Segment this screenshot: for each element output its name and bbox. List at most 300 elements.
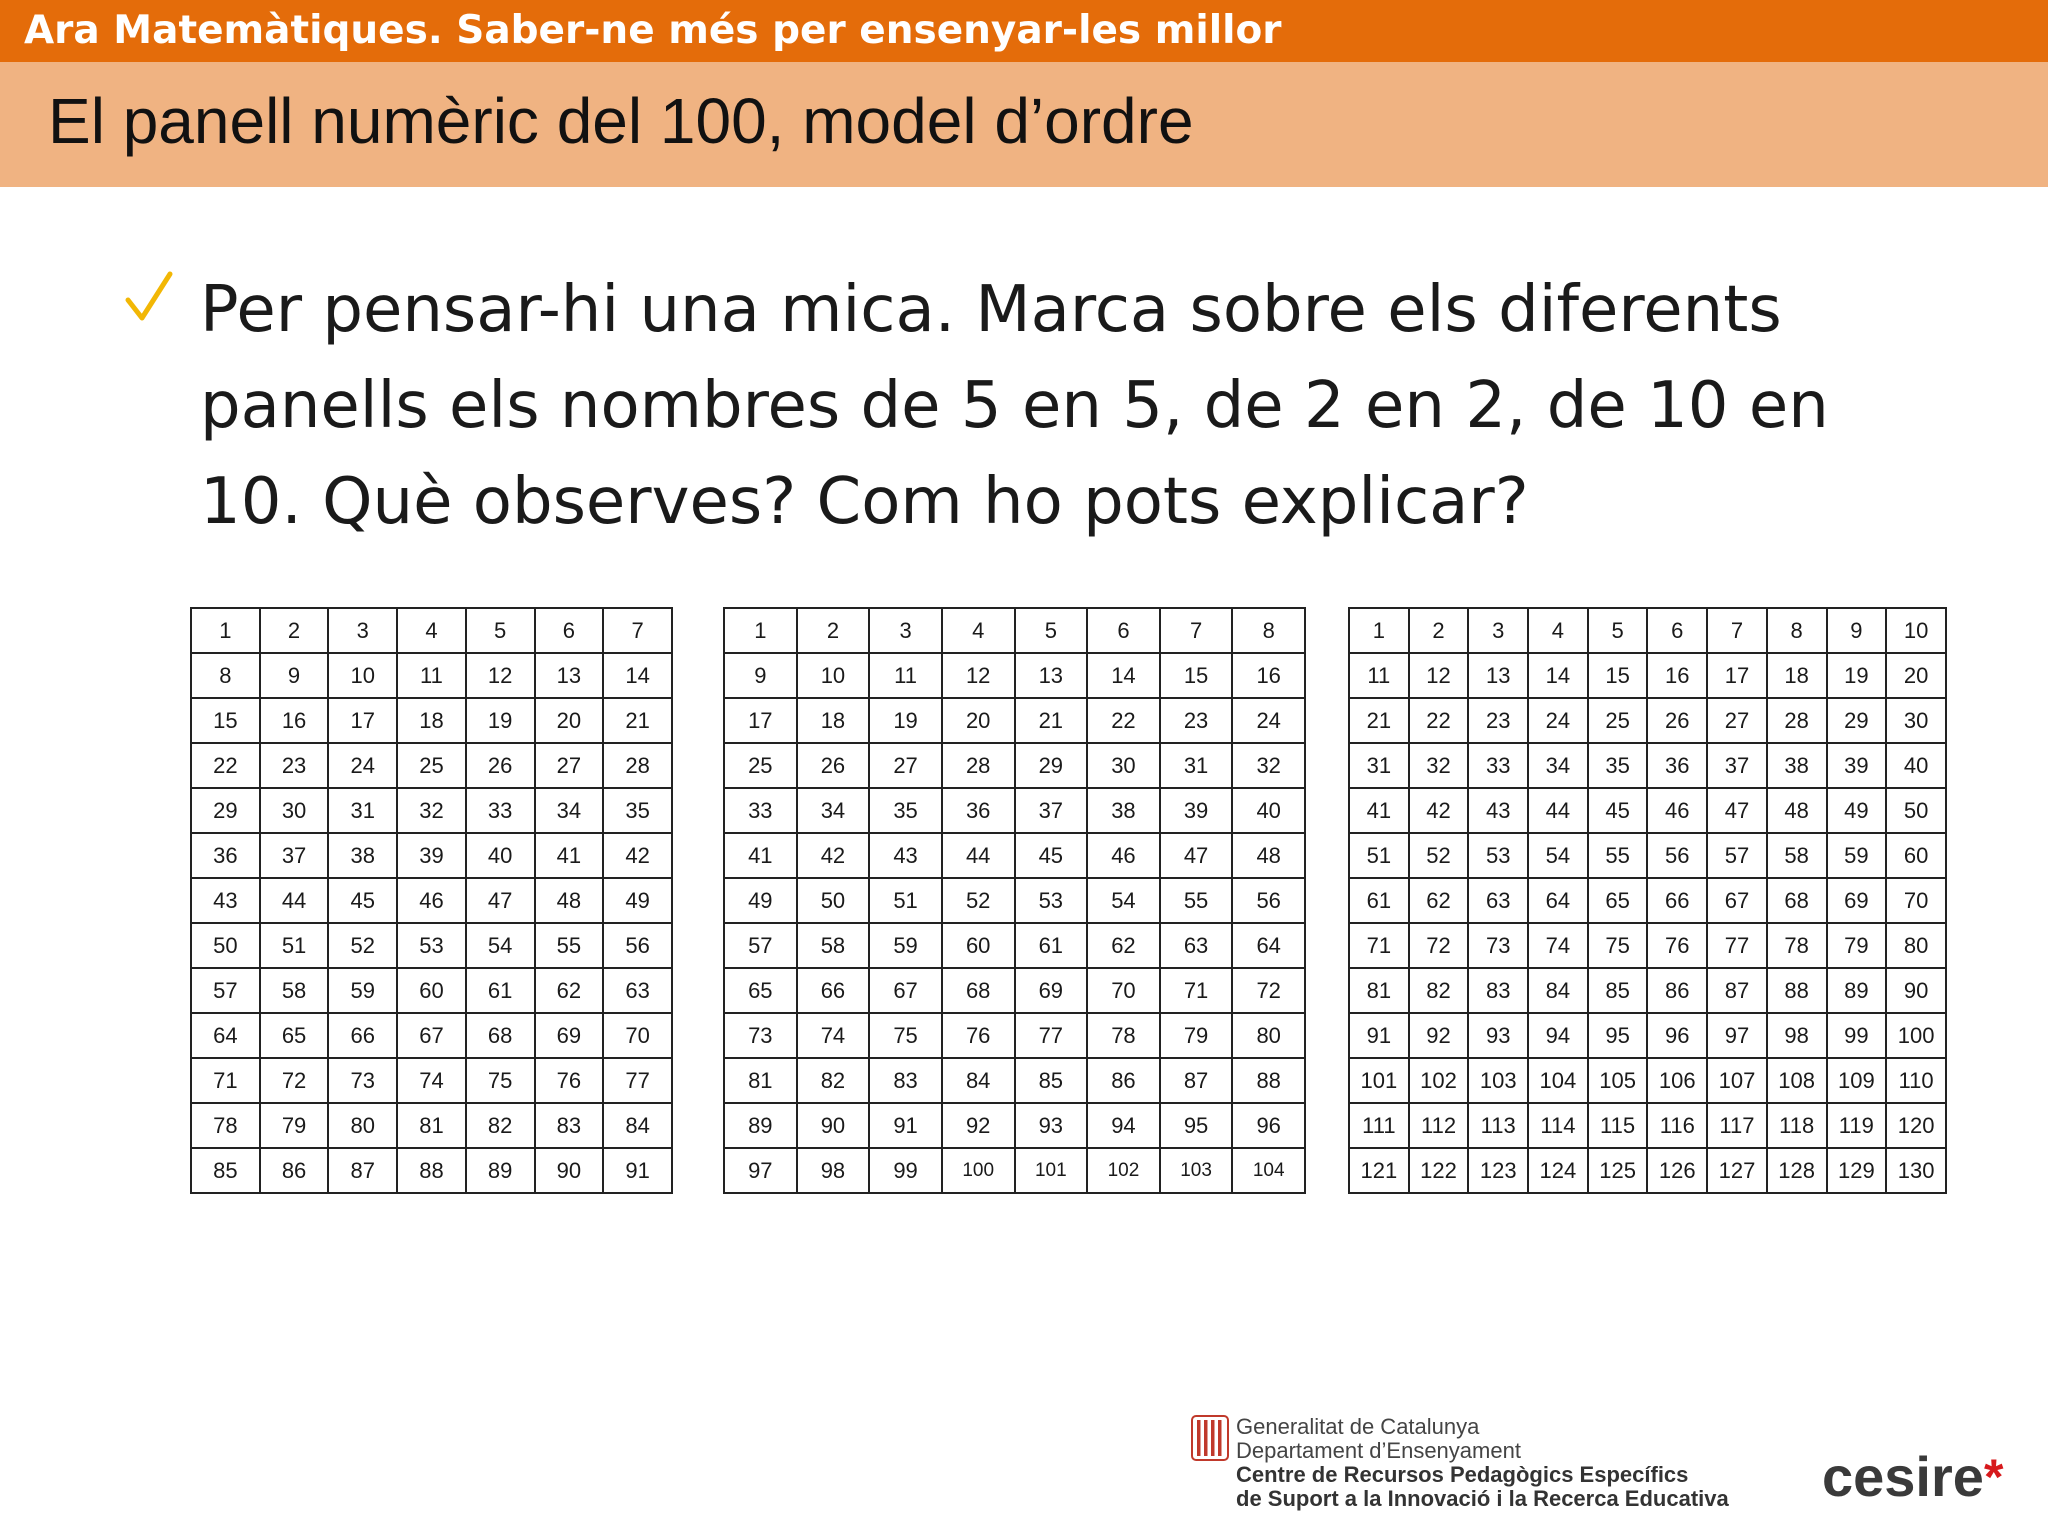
panel-cell: 43 bbox=[191, 878, 260, 923]
panel-cell: 91 bbox=[869, 1103, 942, 1148]
panel-cell: 88 bbox=[397, 1148, 466, 1193]
panel-cell: 52 bbox=[1409, 833, 1469, 878]
panel-row bbox=[724, 788, 1305, 833]
panel-cell: 121 bbox=[1349, 1148, 1409, 1193]
panel-cell: 66 bbox=[1647, 878, 1707, 923]
panel-cell: 3 bbox=[328, 608, 397, 653]
panel-cell: 124 bbox=[1528, 1148, 1588, 1193]
panel-cell: 11 bbox=[397, 653, 466, 698]
panel-cell: 31 bbox=[1349, 743, 1409, 788]
panel-cell: 20 bbox=[1886, 653, 1946, 698]
panel-cell: 17 bbox=[724, 698, 797, 743]
panel-cell: 61 bbox=[1015, 923, 1088, 968]
panel-cell: 15 bbox=[1588, 653, 1648, 698]
panel-cell: 63 bbox=[603, 968, 672, 1013]
panel-cell: 69 bbox=[1015, 968, 1088, 1013]
panel-row bbox=[1349, 788, 1946, 833]
panel-cell: 72 bbox=[1409, 923, 1469, 968]
panel-cell: 6 bbox=[535, 608, 604, 653]
panel-cell: 49 bbox=[1827, 788, 1887, 833]
panel-cell: 5 bbox=[1015, 608, 1088, 653]
panel-cell: 16 bbox=[1232, 653, 1305, 698]
panel-cell: 62 bbox=[1409, 878, 1469, 923]
panel-cell: 8 bbox=[191, 653, 260, 698]
panel-cell: 24 bbox=[1528, 698, 1588, 743]
panel-cell: 32 bbox=[397, 788, 466, 833]
course-header: Ara Matemàtiques. Saber-ne més per ensenyar-les millor bbox=[0, 0, 2048, 62]
panel-cell: 4 bbox=[1528, 608, 1588, 653]
panel-row bbox=[724, 923, 1305, 968]
panel-cell: 50 bbox=[191, 923, 260, 968]
panel-cell: 23 bbox=[1468, 698, 1528, 743]
panel-cell: 38 bbox=[1087, 788, 1160, 833]
panel-row bbox=[191, 653, 672, 698]
panel-cell: 74 bbox=[1528, 923, 1588, 968]
panel-cell: 47 bbox=[466, 878, 535, 923]
panel-cell: 73 bbox=[1468, 923, 1528, 968]
panel-cell: 26 bbox=[797, 743, 870, 788]
panel-cell: 100 bbox=[1886, 1013, 1946, 1058]
panel-cell: 85 bbox=[1588, 968, 1648, 1013]
panel-cell: 35 bbox=[1588, 743, 1648, 788]
panel-cell: 1 bbox=[191, 608, 260, 653]
panel-cell: 21 bbox=[1349, 698, 1409, 743]
panel-cell: 100 bbox=[942, 1148, 1015, 1193]
panel-cell: 7 bbox=[1707, 608, 1767, 653]
panel-cell: 68 bbox=[1767, 878, 1827, 923]
panel-cell: 61 bbox=[1349, 878, 1409, 923]
panel-cell: 59 bbox=[328, 968, 397, 1013]
panel-cell: 27 bbox=[1707, 698, 1767, 743]
panel-cell: 110 bbox=[1886, 1058, 1946, 1103]
panel-cell: 41 bbox=[535, 833, 604, 878]
panel-cell: 39 bbox=[1160, 788, 1233, 833]
panel-cell: 62 bbox=[535, 968, 604, 1013]
panel-cell: 10 bbox=[797, 653, 870, 698]
panel-cell: 129 bbox=[1827, 1148, 1887, 1193]
panel-cell: 77 bbox=[603, 1058, 672, 1103]
panel-cell: 75 bbox=[1588, 923, 1648, 968]
panel-row bbox=[1349, 1013, 1946, 1058]
panel-cell: 15 bbox=[1160, 653, 1233, 698]
panel-cell: 27 bbox=[535, 743, 604, 788]
panel-row bbox=[1349, 698, 1946, 743]
panel-cell: 55 bbox=[535, 923, 604, 968]
panel-cell: 19 bbox=[1827, 653, 1887, 698]
checkmark-icon bbox=[124, 268, 174, 328]
panel-cell: 23 bbox=[1160, 698, 1233, 743]
panel-row bbox=[191, 1103, 672, 1148]
panel-cell: 32 bbox=[1232, 743, 1305, 788]
panel-cell: 9 bbox=[1827, 608, 1887, 653]
panel-cell: 127 bbox=[1707, 1148, 1767, 1193]
number-panel-10-columns bbox=[1348, 607, 1947, 1194]
panel-cell: 117 bbox=[1707, 1103, 1767, 1148]
panel-cell: 18 bbox=[397, 698, 466, 743]
panel-cell: 89 bbox=[466, 1148, 535, 1193]
panel-cell: 3 bbox=[869, 608, 942, 653]
panel-cell: 116 bbox=[1647, 1103, 1707, 1148]
question-line: 10. Què observes? Com ho pots explicar? bbox=[200, 465, 1529, 539]
number-panel-8-columns bbox=[723, 607, 1306, 1194]
panel-row bbox=[1349, 1058, 1946, 1103]
panel-cell: 78 bbox=[1767, 923, 1827, 968]
cesire-star: * bbox=[1983, 1449, 2004, 1505]
panel-cell: 20 bbox=[535, 698, 604, 743]
panel-cell: 88 bbox=[1767, 968, 1827, 1013]
panel-cell: 83 bbox=[535, 1103, 604, 1148]
panel-cell: 102 bbox=[1409, 1058, 1469, 1103]
slide-title: El panell numèric del 100, model d’ordre bbox=[0, 62, 2048, 187]
panel-cell: 119 bbox=[1827, 1103, 1887, 1148]
panel-cell: 57 bbox=[1707, 833, 1767, 878]
panel-cell: 10 bbox=[328, 653, 397, 698]
panel-cell: 104 bbox=[1528, 1058, 1588, 1103]
panel-cell: 92 bbox=[942, 1103, 1015, 1148]
panel-cell: 73 bbox=[328, 1058, 397, 1103]
panel-cell: 120 bbox=[1886, 1103, 1946, 1148]
panel-cell: 64 bbox=[191, 1013, 260, 1058]
panel-cell: 118 bbox=[1767, 1103, 1827, 1148]
panel-cell: 46 bbox=[1087, 833, 1160, 878]
panel-cell: 30 bbox=[260, 788, 329, 833]
panel-cell: 1 bbox=[724, 608, 797, 653]
panel-cell: 93 bbox=[1015, 1103, 1088, 1148]
panel-cell: 58 bbox=[797, 923, 870, 968]
panel-cell: 102 bbox=[1087, 1148, 1160, 1193]
panel-cell: 49 bbox=[603, 878, 672, 923]
panel-row bbox=[724, 698, 1305, 743]
panel-cell: 86 bbox=[1087, 1058, 1160, 1103]
panel-cell: 94 bbox=[1528, 1013, 1588, 1058]
panel-row bbox=[1349, 878, 1946, 923]
panel-cell: 123 bbox=[1468, 1148, 1528, 1193]
panel-cell: 95 bbox=[1160, 1103, 1233, 1148]
panel-row bbox=[191, 833, 672, 878]
panel-cell: 65 bbox=[1588, 878, 1648, 923]
panel-cell: 101 bbox=[1015, 1148, 1088, 1193]
panel-cell: 71 bbox=[1160, 968, 1233, 1013]
panel-row bbox=[724, 1148, 1305, 1193]
panel-cell: 48 bbox=[535, 878, 604, 923]
panel-cell: 45 bbox=[1015, 833, 1088, 878]
panel-cell: 17 bbox=[328, 698, 397, 743]
panel-cell: 38 bbox=[1767, 743, 1827, 788]
panel-cell: 33 bbox=[466, 788, 535, 833]
panel-cell: 113 bbox=[1468, 1103, 1528, 1148]
panel-cell: 66 bbox=[797, 968, 870, 1013]
panel-cell: 114 bbox=[1528, 1103, 1588, 1148]
panel-cell: 66 bbox=[328, 1013, 397, 1058]
panel-cell: 5 bbox=[466, 608, 535, 653]
panel-row bbox=[191, 968, 672, 1013]
panel-row bbox=[724, 1058, 1305, 1103]
panel-cell: 19 bbox=[466, 698, 535, 743]
panel-cell: 16 bbox=[260, 698, 329, 743]
panel-cell: 73 bbox=[724, 1013, 797, 1058]
cesire-wordmark: cesire bbox=[1822, 1445, 1984, 1508]
panel-cell: 7 bbox=[1160, 608, 1233, 653]
panel-cell: 81 bbox=[397, 1103, 466, 1148]
panel-cell: 10 bbox=[1886, 608, 1946, 653]
panel-cell: 48 bbox=[1232, 833, 1305, 878]
panel-cell: 37 bbox=[1015, 788, 1088, 833]
panel-cell: 105 bbox=[1588, 1058, 1648, 1103]
panel-cell: 56 bbox=[603, 923, 672, 968]
panel-cell: 18 bbox=[1767, 653, 1827, 698]
panel-cell: 22 bbox=[1409, 698, 1469, 743]
panel-cell: 77 bbox=[1707, 923, 1767, 968]
panel-cell: 28 bbox=[942, 743, 1015, 788]
panel-row bbox=[1349, 968, 1946, 1013]
panel-cell: 34 bbox=[535, 788, 604, 833]
panel-cell: 53 bbox=[1015, 878, 1088, 923]
panel-cell: 107 bbox=[1707, 1058, 1767, 1103]
panel-cell: 29 bbox=[1015, 743, 1088, 788]
panel-cell: 109 bbox=[1827, 1058, 1887, 1103]
panel-cell: 67 bbox=[869, 968, 942, 1013]
panel-cell: 128 bbox=[1767, 1148, 1827, 1193]
panel-cell: 69 bbox=[1827, 878, 1887, 923]
panel-cell: 81 bbox=[724, 1058, 797, 1103]
panel-cell: 2 bbox=[260, 608, 329, 653]
panel-cell: 8 bbox=[1767, 608, 1827, 653]
panel-cell: 87 bbox=[328, 1148, 397, 1193]
panel-cell: 104 bbox=[1232, 1148, 1305, 1193]
panel-cell: 77 bbox=[1015, 1013, 1088, 1058]
panel-cell: 97 bbox=[1707, 1013, 1767, 1058]
panel-cell: 89 bbox=[724, 1103, 797, 1148]
panel-row bbox=[1349, 653, 1946, 698]
panel-cell: 71 bbox=[191, 1058, 260, 1103]
panel-cell: 86 bbox=[260, 1148, 329, 1193]
panel-cell: 79 bbox=[1827, 923, 1887, 968]
panel-cell: 56 bbox=[1232, 878, 1305, 923]
panel-cell: 103 bbox=[1160, 1148, 1233, 1193]
panel-cell: 6 bbox=[1087, 608, 1160, 653]
panel-cell: 78 bbox=[1087, 1013, 1160, 1058]
panel-cell: 14 bbox=[1528, 653, 1588, 698]
panel-cell: 25 bbox=[1588, 698, 1648, 743]
panel-cell: 56 bbox=[1647, 833, 1707, 878]
panel-cell: 79 bbox=[1160, 1013, 1233, 1058]
panel-cell: 9 bbox=[260, 653, 329, 698]
panel-cell: 14 bbox=[603, 653, 672, 698]
panel-cell: 14 bbox=[1087, 653, 1160, 698]
panel-cell: 61 bbox=[466, 968, 535, 1013]
panel-cell: 37 bbox=[260, 833, 329, 878]
cesire-logo bbox=[1822, 1447, 2003, 1507]
panel-cell: 85 bbox=[1015, 1058, 1088, 1103]
panel-cell: 78 bbox=[191, 1103, 260, 1148]
panel-cell: 58 bbox=[260, 968, 329, 1013]
panel-cell: 99 bbox=[1827, 1013, 1887, 1058]
panel-cell: 108 bbox=[1767, 1058, 1827, 1103]
panel-cell: 67 bbox=[397, 1013, 466, 1058]
panel-cell: 97 bbox=[724, 1148, 797, 1193]
panel-cell: 106 bbox=[1647, 1058, 1707, 1103]
panel-cell: 13 bbox=[1468, 653, 1528, 698]
panel-cell: 26 bbox=[1647, 698, 1707, 743]
panel-cell: 16 bbox=[1647, 653, 1707, 698]
panel-cell: 79 bbox=[260, 1103, 329, 1148]
question-line: Per pensar-hi una mica. Marca sobre els diferents bbox=[200, 273, 1782, 347]
panel-cell: 45 bbox=[328, 878, 397, 923]
institution-line: Departament d’Ensenyament bbox=[1236, 1438, 1521, 1463]
panel-cell: 82 bbox=[466, 1103, 535, 1148]
panel-cell: 53 bbox=[1468, 833, 1528, 878]
panel-cell: 58 bbox=[1767, 833, 1827, 878]
panel-cell: 37 bbox=[1707, 743, 1767, 788]
panel-cell: 62 bbox=[1087, 923, 1160, 968]
panel-cell: 112 bbox=[1409, 1103, 1469, 1148]
institution-line: Centre de Recursos Pedagògics Específics bbox=[1236, 1462, 1689, 1487]
panel-cell: 19 bbox=[869, 698, 942, 743]
panel-cell: 52 bbox=[942, 878, 1015, 923]
panel-cell: 94 bbox=[1087, 1103, 1160, 1148]
panel-cell: 122 bbox=[1409, 1148, 1469, 1193]
panel-cell: 60 bbox=[397, 968, 466, 1013]
panel-cell: 98 bbox=[797, 1148, 870, 1193]
panel-cell: 24 bbox=[1232, 698, 1305, 743]
panel-cell: 12 bbox=[942, 653, 1015, 698]
panel-cell: 68 bbox=[942, 968, 1015, 1013]
panel-cell: 84 bbox=[942, 1058, 1015, 1103]
panel-row bbox=[1349, 743, 1946, 788]
panel-cell: 30 bbox=[1886, 698, 1946, 743]
panel-row bbox=[724, 878, 1305, 923]
panel-cell: 54 bbox=[1528, 833, 1588, 878]
panel-cell: 44 bbox=[260, 878, 329, 923]
panel-cell: 49 bbox=[724, 878, 797, 923]
panel-cell: 8 bbox=[1232, 608, 1305, 653]
panel-cell: 26 bbox=[466, 743, 535, 788]
panel-cell: 57 bbox=[191, 968, 260, 1013]
panel-cell: 111 bbox=[1349, 1103, 1409, 1148]
panel-cell: 48 bbox=[1767, 788, 1827, 833]
panel-cell: 54 bbox=[466, 923, 535, 968]
panel-cell: 70 bbox=[1087, 968, 1160, 1013]
panel-cell: 75 bbox=[466, 1058, 535, 1103]
panel-cell: 22 bbox=[1087, 698, 1160, 743]
panel-cell: 1 bbox=[1349, 608, 1409, 653]
panel-cell: 28 bbox=[1767, 698, 1827, 743]
question-text bbox=[200, 262, 1900, 550]
panel-cell: 95 bbox=[1588, 1013, 1648, 1058]
panel-cell: 31 bbox=[1160, 743, 1233, 788]
panel-cell: 29 bbox=[191, 788, 260, 833]
panel-cell: 34 bbox=[797, 788, 870, 833]
panel-cell: 80 bbox=[1886, 923, 1946, 968]
panel-cell: 30 bbox=[1087, 743, 1160, 788]
panel-cell: 44 bbox=[1528, 788, 1588, 833]
panel-cell: 12 bbox=[466, 653, 535, 698]
panel-cell: 15 bbox=[191, 698, 260, 743]
panel-row bbox=[724, 833, 1305, 878]
panel-cell: 41 bbox=[1349, 788, 1409, 833]
panel-cell: 35 bbox=[869, 788, 942, 833]
panel-cell: 34 bbox=[1528, 743, 1588, 788]
panel-cell: 103 bbox=[1468, 1058, 1528, 1103]
panel-cell: 84 bbox=[1528, 968, 1588, 1013]
panel-row bbox=[724, 608, 1305, 653]
panel-cell: 83 bbox=[1468, 968, 1528, 1013]
panel-cell: 35 bbox=[603, 788, 672, 833]
panel-cell: 50 bbox=[797, 878, 870, 923]
panel-cell: 125 bbox=[1588, 1148, 1648, 1193]
question-line: panells els nombres de 5 en 5, de 2 en 2, de 10 en bbox=[200, 369, 1829, 443]
panel-cell: 46 bbox=[397, 878, 466, 923]
panel-row bbox=[724, 653, 1305, 698]
panel-cell: 33 bbox=[724, 788, 797, 833]
panel-row bbox=[1349, 833, 1946, 878]
panel-cell: 9 bbox=[724, 653, 797, 698]
panel-cell: 68 bbox=[466, 1013, 535, 1058]
panel-cell: 2 bbox=[797, 608, 870, 653]
panel-cell: 93 bbox=[1468, 1013, 1528, 1058]
panel-cell: 13 bbox=[1015, 653, 1088, 698]
panel-row bbox=[191, 788, 672, 833]
panel-cell: 33 bbox=[1468, 743, 1528, 788]
panel-cell: 36 bbox=[942, 788, 1015, 833]
panel-cell: 70 bbox=[603, 1013, 672, 1058]
panel-cell: 4 bbox=[942, 608, 1015, 653]
panel-cell: 91 bbox=[1349, 1013, 1409, 1058]
panel-cell: 81 bbox=[1349, 968, 1409, 1013]
panel-cell: 67 bbox=[1707, 878, 1767, 923]
panel-cell: 29 bbox=[1827, 698, 1887, 743]
panel-cell: 76 bbox=[942, 1013, 1015, 1058]
panel-cell: 23 bbox=[260, 743, 329, 788]
panel-cell: 38 bbox=[328, 833, 397, 878]
panel-cell: 90 bbox=[797, 1103, 870, 1148]
panel-cell: 69 bbox=[535, 1013, 604, 1058]
panel-row bbox=[1349, 608, 1946, 653]
panel-row bbox=[191, 743, 672, 788]
panel-cell: 53 bbox=[397, 923, 466, 968]
panel-cell: 87 bbox=[1707, 968, 1767, 1013]
panel-cell: 96 bbox=[1647, 1013, 1707, 1058]
panel-cell: 20 bbox=[942, 698, 1015, 743]
panel-cell: 42 bbox=[797, 833, 870, 878]
panel-cell: 126 bbox=[1647, 1148, 1707, 1193]
panel-cell: 18 bbox=[797, 698, 870, 743]
panel-cell: 25 bbox=[397, 743, 466, 788]
panel-cell: 11 bbox=[869, 653, 942, 698]
panel-cell: 60 bbox=[942, 923, 1015, 968]
panel-cell: 47 bbox=[1160, 833, 1233, 878]
panel-cell: 43 bbox=[1468, 788, 1528, 833]
panel-cell: 55 bbox=[1160, 878, 1233, 923]
panel-row bbox=[724, 743, 1305, 788]
panel-cell: 74 bbox=[397, 1058, 466, 1103]
panel-cell: 27 bbox=[869, 743, 942, 788]
panel-row bbox=[1349, 1148, 1946, 1193]
panel-cell: 22 bbox=[191, 743, 260, 788]
panel-cell: 40 bbox=[1232, 788, 1305, 833]
panel-cell: 130 bbox=[1886, 1148, 1946, 1193]
panel-row bbox=[1349, 1103, 1946, 1148]
panel-cell: 7 bbox=[603, 608, 672, 653]
panel-cell: 75 bbox=[869, 1013, 942, 1058]
panel-cell: 98 bbox=[1767, 1013, 1827, 1058]
panel-cell: 51 bbox=[260, 923, 329, 968]
panel-cell: 54 bbox=[1087, 878, 1160, 923]
panel-row bbox=[191, 698, 672, 743]
panel-row bbox=[191, 878, 672, 923]
panel-cell: 31 bbox=[328, 788, 397, 833]
panel-cell: 5 bbox=[1588, 608, 1648, 653]
